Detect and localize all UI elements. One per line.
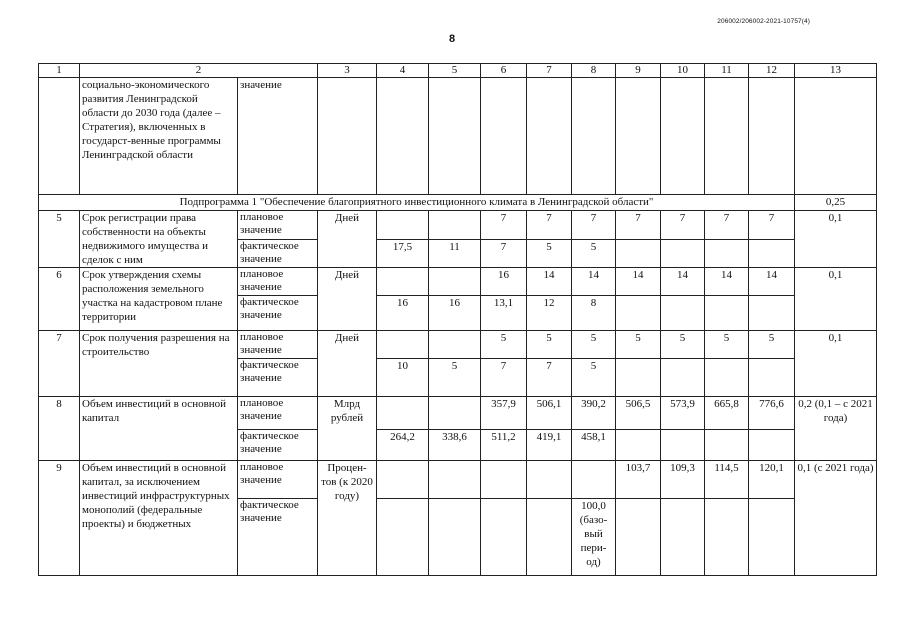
indicator-name: социально-экономического развития Ленинградской области до 2030 года (далее – Стратегия), включенных в государст-венные программы Ленинградской области xyxy=(80,78,238,195)
fact-value: 7 xyxy=(481,239,527,268)
indicator-name: Объем инвестиций в основной капитал xyxy=(80,397,238,461)
header-cell: 8 xyxy=(572,64,616,78)
fact-value xyxy=(616,430,661,461)
row-number: 5 xyxy=(39,211,80,268)
value-type-label: плановое значение xyxy=(238,397,318,430)
fact-value xyxy=(749,499,795,576)
fact-value xyxy=(429,499,481,576)
cell xyxy=(527,78,572,195)
fact-value: 17,5 xyxy=(377,239,429,268)
header-cell: 6 xyxy=(481,64,527,78)
fact-value xyxy=(661,359,705,397)
value-type-label: фактическое значение xyxy=(238,430,318,461)
plan-value xyxy=(429,211,481,240)
plan-value xyxy=(572,461,616,499)
row-number: 9 xyxy=(39,461,80,576)
plan-value xyxy=(527,461,572,499)
plan-value xyxy=(429,268,481,296)
value-type-label: значение xyxy=(238,78,318,195)
plan-value: 7 xyxy=(527,211,572,240)
fact-value xyxy=(661,430,705,461)
fact-value: 419,1 xyxy=(527,430,572,461)
plan-value: 16 xyxy=(481,268,527,296)
fact-value xyxy=(616,239,661,268)
cell xyxy=(661,78,705,195)
plan-value: 5 xyxy=(572,331,616,359)
plan-value: 7 xyxy=(572,211,616,240)
plan-value: 109,3 xyxy=(661,461,705,499)
plan-value: 14 xyxy=(661,268,705,296)
weight: 0,1 xyxy=(795,211,877,268)
indicator-row-plan xyxy=(39,461,877,499)
plan-value: 5 xyxy=(705,331,749,359)
plan-value: 506,5 xyxy=(616,397,661,430)
fact-value xyxy=(705,296,749,331)
fact-value: 264,2 xyxy=(377,430,429,461)
fact-value xyxy=(481,499,527,576)
indicator-row-plan xyxy=(39,397,877,430)
indicators-table xyxy=(38,63,877,576)
subprogram-row xyxy=(39,195,877,211)
fact-value xyxy=(661,499,705,576)
indicator-name: Объем инвестиций в основной капитал, за исключением инвестиций инфраструктурных монополий (федеральные проекты) и бюджетных xyxy=(80,461,238,576)
indicator-row-plan xyxy=(39,268,877,296)
cell xyxy=(429,78,481,195)
indicator-name: Срок регистрации права собственности на объекты недвижимого имущества и сделок с ним xyxy=(80,211,238,268)
unit: Дней xyxy=(318,211,377,268)
header-cell: 5 xyxy=(429,64,481,78)
plan-value: 665,8 xyxy=(705,397,749,430)
fact-value: 5 xyxy=(572,359,616,397)
plan-value: 120,1 xyxy=(749,461,795,499)
header-cell: 4 xyxy=(377,64,429,78)
plan-value xyxy=(377,268,429,296)
fact-value xyxy=(616,296,661,331)
weight: 0,2 (0,1 – с 2021 года) xyxy=(795,397,877,461)
fact-value: 5 xyxy=(429,359,481,397)
fact-value: 458,1 xyxy=(572,430,616,461)
value-type-label: плановое значение xyxy=(238,461,318,499)
unit: Млрд рублей xyxy=(318,397,377,461)
fact-value xyxy=(616,499,661,576)
weight: 0,1 xyxy=(795,268,877,331)
value-type-label: плановое значение xyxy=(238,268,318,296)
plan-value xyxy=(377,331,429,359)
fact-value: 5 xyxy=(572,239,616,268)
header-cell: 1 xyxy=(39,64,80,78)
fact-value: 100,0 (базо-вый пери-од) xyxy=(572,499,616,576)
plan-value: 506,1 xyxy=(527,397,572,430)
cell xyxy=(749,78,795,195)
cell xyxy=(705,78,749,195)
fact-value: 12 xyxy=(527,296,572,331)
plan-value: 7 xyxy=(705,211,749,240)
indicator-row-plan xyxy=(39,331,877,359)
fact-value xyxy=(749,296,795,331)
fact-value: 13,1 xyxy=(481,296,527,331)
cell xyxy=(318,78,377,195)
plan-value: 14 xyxy=(527,268,572,296)
plan-value: 7 xyxy=(749,211,795,240)
value-type-label: фактическое значение xyxy=(238,499,318,576)
fact-value: 511,2 xyxy=(481,430,527,461)
plan-value: 5 xyxy=(616,331,661,359)
header-cell: 13 xyxy=(795,64,877,78)
plan-value: 14 xyxy=(572,268,616,296)
fact-value xyxy=(661,296,705,331)
fact-value xyxy=(749,359,795,397)
fact-value: 8 xyxy=(572,296,616,331)
document-number: 206002/206002-2021-10757(4) xyxy=(717,18,810,25)
header-row xyxy=(39,64,877,78)
plan-value: 390,2 xyxy=(572,397,616,430)
subprogram-title: Подпрограмма 1 "Обеспечение благоприятного инвестиционного климата в Ленинградской области" xyxy=(39,195,795,211)
weight: 0,1 (с 2021 года) xyxy=(795,461,877,576)
plan-value xyxy=(481,461,527,499)
header-cell: 12 xyxy=(749,64,795,78)
plan-value: 573,9 xyxy=(661,397,705,430)
fact-value xyxy=(705,499,749,576)
fact-value: 5 xyxy=(527,239,572,268)
unit: Дней xyxy=(318,331,377,397)
value-type-label: фактическое значение xyxy=(238,239,318,268)
fact-value xyxy=(749,239,795,268)
unit: Процен-тов (к 2020 году) xyxy=(318,461,377,576)
indicator-name: Срок получения разрешения на строительство xyxy=(80,331,238,397)
row-number: 6 xyxy=(39,268,80,331)
indicator-name: Срок утверждения схемы расположения земельного участка на кадастровом плане территории xyxy=(80,268,238,331)
row-number: 7 xyxy=(39,331,80,397)
header-cell: 9 xyxy=(616,64,661,78)
plan-value: 114,5 xyxy=(705,461,749,499)
fact-value xyxy=(705,239,749,268)
weight: 0,1 xyxy=(795,331,877,397)
plan-value: 7 xyxy=(661,211,705,240)
fact-value xyxy=(377,499,429,576)
plan-value: 103,7 xyxy=(616,461,661,499)
plan-value xyxy=(377,397,429,430)
cell xyxy=(572,78,616,195)
unit: Дней xyxy=(318,268,377,331)
plan-value: 357,9 xyxy=(481,397,527,430)
plan-value: 776,6 xyxy=(749,397,795,430)
indicator-row-plan xyxy=(39,211,877,240)
page-number: 8 xyxy=(449,33,456,45)
fact-value xyxy=(527,499,572,576)
header-cell: 10 xyxy=(661,64,705,78)
plan-value: 14 xyxy=(616,268,661,296)
fact-value: 16 xyxy=(429,296,481,331)
header-cell: 2 xyxy=(80,64,318,78)
cell xyxy=(377,78,429,195)
plan-value: 5 xyxy=(481,331,527,359)
plan-value: 5 xyxy=(749,331,795,359)
row-number: 8 xyxy=(39,397,80,461)
fact-value: 11 xyxy=(429,239,481,268)
subprogram-weight: 0,25 xyxy=(795,195,877,211)
plan-value: 5 xyxy=(661,331,705,359)
fact-value xyxy=(661,239,705,268)
plan-value: 7 xyxy=(481,211,527,240)
fact-value xyxy=(749,430,795,461)
plan-value: 5 xyxy=(527,331,572,359)
fact-value xyxy=(616,359,661,397)
header-cell: 3 xyxy=(318,64,377,78)
cell xyxy=(481,78,527,195)
plan-value xyxy=(429,461,481,499)
plan-value xyxy=(429,331,481,359)
plan-value: 14 xyxy=(705,268,749,296)
fact-value: 7 xyxy=(527,359,572,397)
value-type-label: плановое значение xyxy=(238,331,318,359)
header-cell: 7 xyxy=(527,64,572,78)
plan-value xyxy=(377,211,429,240)
fact-value xyxy=(705,430,749,461)
cell xyxy=(39,78,80,195)
fact-value: 338,6 xyxy=(429,430,481,461)
plan-value: 14 xyxy=(749,268,795,296)
header-cell: 11 xyxy=(705,64,749,78)
cell xyxy=(795,78,877,195)
fact-value xyxy=(705,359,749,397)
fact-value: 16 xyxy=(377,296,429,331)
value-type-label: фактическое значение xyxy=(238,359,318,397)
value-type-label: плановое значение xyxy=(238,211,318,240)
value-type-label: фактическое значение xyxy=(238,296,318,331)
continuation-row xyxy=(39,78,877,195)
plan-value xyxy=(377,461,429,499)
fact-value: 10 xyxy=(377,359,429,397)
cell xyxy=(616,78,661,195)
plan-value: 7 xyxy=(616,211,661,240)
plan-value xyxy=(429,397,481,430)
fact-value: 7 xyxy=(481,359,527,397)
